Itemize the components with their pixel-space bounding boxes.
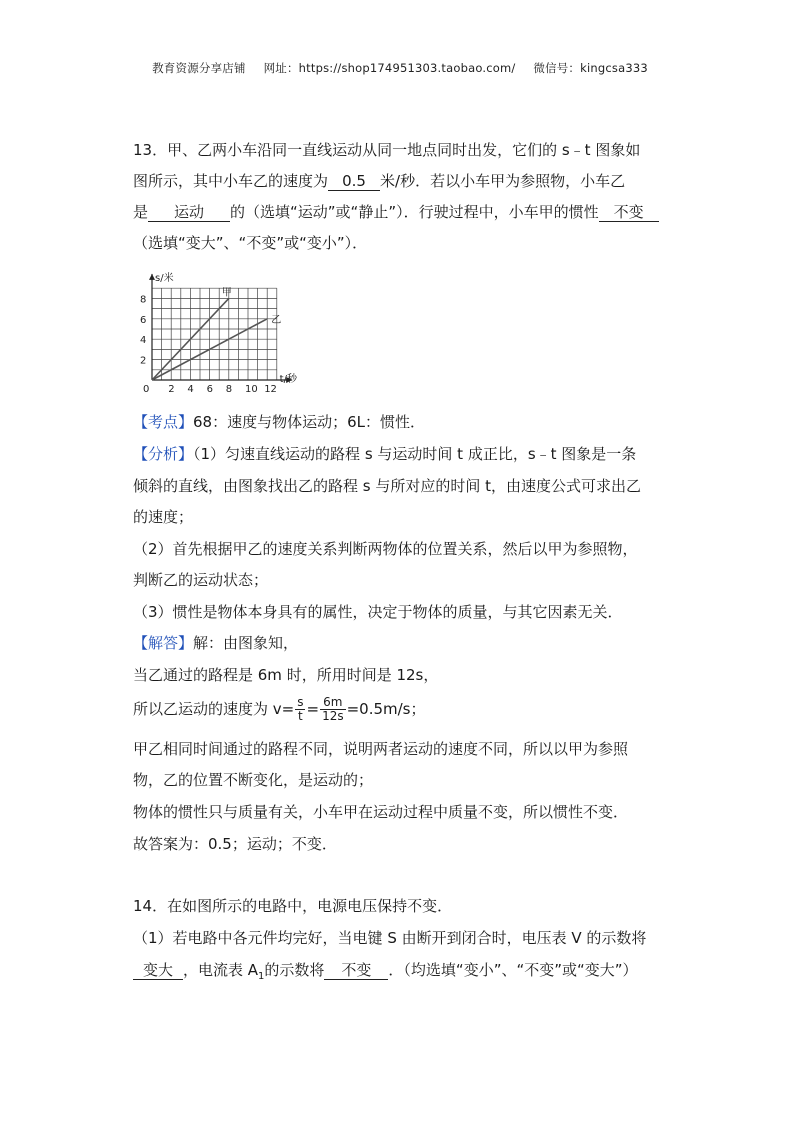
series-label: 乙	[271, 314, 282, 326]
jieda-line-4: 甲乙相同时间通过的路程不同，说明两者运动的速度不同，所以以甲为参照	[133, 740, 629, 758]
kaodian-line	[133, 411, 425, 433]
fenxi-text: （1）匀速直线运动的路程 s 与运动时间 t 成正比，s﹣t 图象是一条	[193, 445, 637, 463]
fenxi-line-2: 倾斜的直线，由图象找出乙的路程 s 与所对应的时间 t，由速度公式可求出乙	[133, 477, 642, 495]
y-tick-label: 2	[140, 355, 147, 367]
x-axis-label: t/秒	[279, 374, 297, 385]
x-tick-label: 4	[187, 384, 194, 395]
fenxi-line-5: 判断乙的运动状态；	[133, 571, 269, 589]
q13-text: 米/秒．若以小车甲为参照物，小车乙	[380, 172, 626, 190]
jieda-line-1	[133, 632, 298, 654]
jieda-line-6: 物体的惯性只与质量有关，小车甲在运动过程中质量不变，所以惯性不变．	[133, 803, 629, 821]
kaodian-tag: 【考点】	[133, 413, 194, 431]
wechat-id: 微信号：kingcsa333	[533, 61, 648, 75]
fraction-denominator: t	[297, 709, 303, 723]
fenxi-line-6: （3）惯性是物体本身具有的属性，决定于物体的质量，与其它因素无关．	[133, 603, 623, 621]
q14-text: 的示数将	[264, 961, 325, 979]
q13-answer-1: 0.5	[328, 172, 380, 191]
series-label: 甲	[221, 287, 232, 299]
fraction-numerator: 6m	[320, 696, 346, 710]
x-tick-label: 8	[225, 384, 233, 395]
jieda-line-5: 物，乙的位置不断变化，是运动的；	[133, 771, 374, 789]
y-tick-label: 4	[140, 335, 147, 347]
equals-sign: =	[306, 700, 320, 718]
kaodian-text: 68：速度与物体运动；6L：惯性．	[193, 413, 426, 431]
jieda-line-7: 故答案为：0.5；运动；不变．	[133, 835, 337, 853]
fenxi-line-1	[133, 443, 636, 465]
fraction-s-over-t	[295, 696, 305, 723]
y-axis-label: s/米	[155, 273, 174, 285]
fenxi-line-3: 的速度；	[133, 508, 194, 526]
page-header	[0, 60, 800, 76]
chart-grid	[152, 288, 277, 380]
jieda-text: 解：由图象知，	[193, 634, 299, 652]
q14-line-1: 14．在如图所示的电路中，电源电压保持不变．	[133, 897, 453, 915]
x-tick-label: 2	[168, 384, 175, 395]
q14-line-3	[133, 959, 638, 988]
x-tick-label: 12	[264, 384, 277, 395]
fraction-numerator: s	[297, 695, 304, 709]
q13-line-1: 13．甲、乙两小车沿同一直线运动从同一地点同时出发，它们的 s﹣t 图象如	[133, 141, 641, 159]
q13-answer-3: 不变	[599, 203, 659, 222]
jieda-text: =0.5m/s；	[346, 700, 426, 718]
q13-text: 的（选填“运动”或“静止”）．行驶过程中，小车甲的惯性	[230, 203, 599, 221]
jieda-line-2: 当乙通过的路程是 6m 时，所用时间是 12s，	[133, 666, 439, 684]
fraction-6m-over-12s	[320, 696, 346, 723]
fenxi-tag: 【分析】	[133, 445, 194, 463]
y-tick-label: 6	[140, 314, 147, 326]
q13-line-4: （选填“变大”、“不变”或“变小”）．	[133, 234, 368, 252]
q14-text: ，电流表 A	[183, 961, 259, 979]
y-tick-label: 8	[140, 294, 147, 306]
shop-name: 教育资源分享店铺	[152, 61, 246, 75]
shop-url[interactable]: 网址：https://shop174951303.taobao.com/	[263, 61, 516, 75]
jieda-line-3	[133, 696, 426, 723]
x-tick-label: 0	[143, 384, 150, 395]
q14-text: ．（均选填“变小”、“不变”或“变大”）	[388, 961, 638, 979]
jieda-text: 所以乙运动的速度为 v=	[133, 700, 295, 718]
q13-answer-2: 运动	[148, 203, 230, 222]
q14-answer-1: 变大	[133, 961, 183, 980]
q13-line-3	[133, 201, 659, 223]
q14-answer-2: 不变	[324, 961, 388, 980]
st-chart	[130, 270, 310, 395]
q13-text: 是	[133, 203, 149, 221]
q14-line-2: （1）若电路中各元件均完好，当电键 S 由断开到闭合时，电压表 V 的示数将	[133, 929, 647, 947]
jieda-tag: 【解答】	[133, 634, 194, 652]
q13-text: 图所示，其中小车乙的速度为	[133, 172, 329, 190]
q14-subscript: 1	[258, 971, 265, 982]
q13-line-2	[133, 170, 625, 192]
x-tick-label: 10	[245, 384, 258, 395]
fraction-denominator: 12s	[322, 709, 344, 723]
x-tick-label: 6	[206, 384, 213, 395]
fenxi-line-4: （2）首先根据甲乙的速度关系判断两物体的位置关系，然后以甲为参照物，	[133, 540, 638, 558]
